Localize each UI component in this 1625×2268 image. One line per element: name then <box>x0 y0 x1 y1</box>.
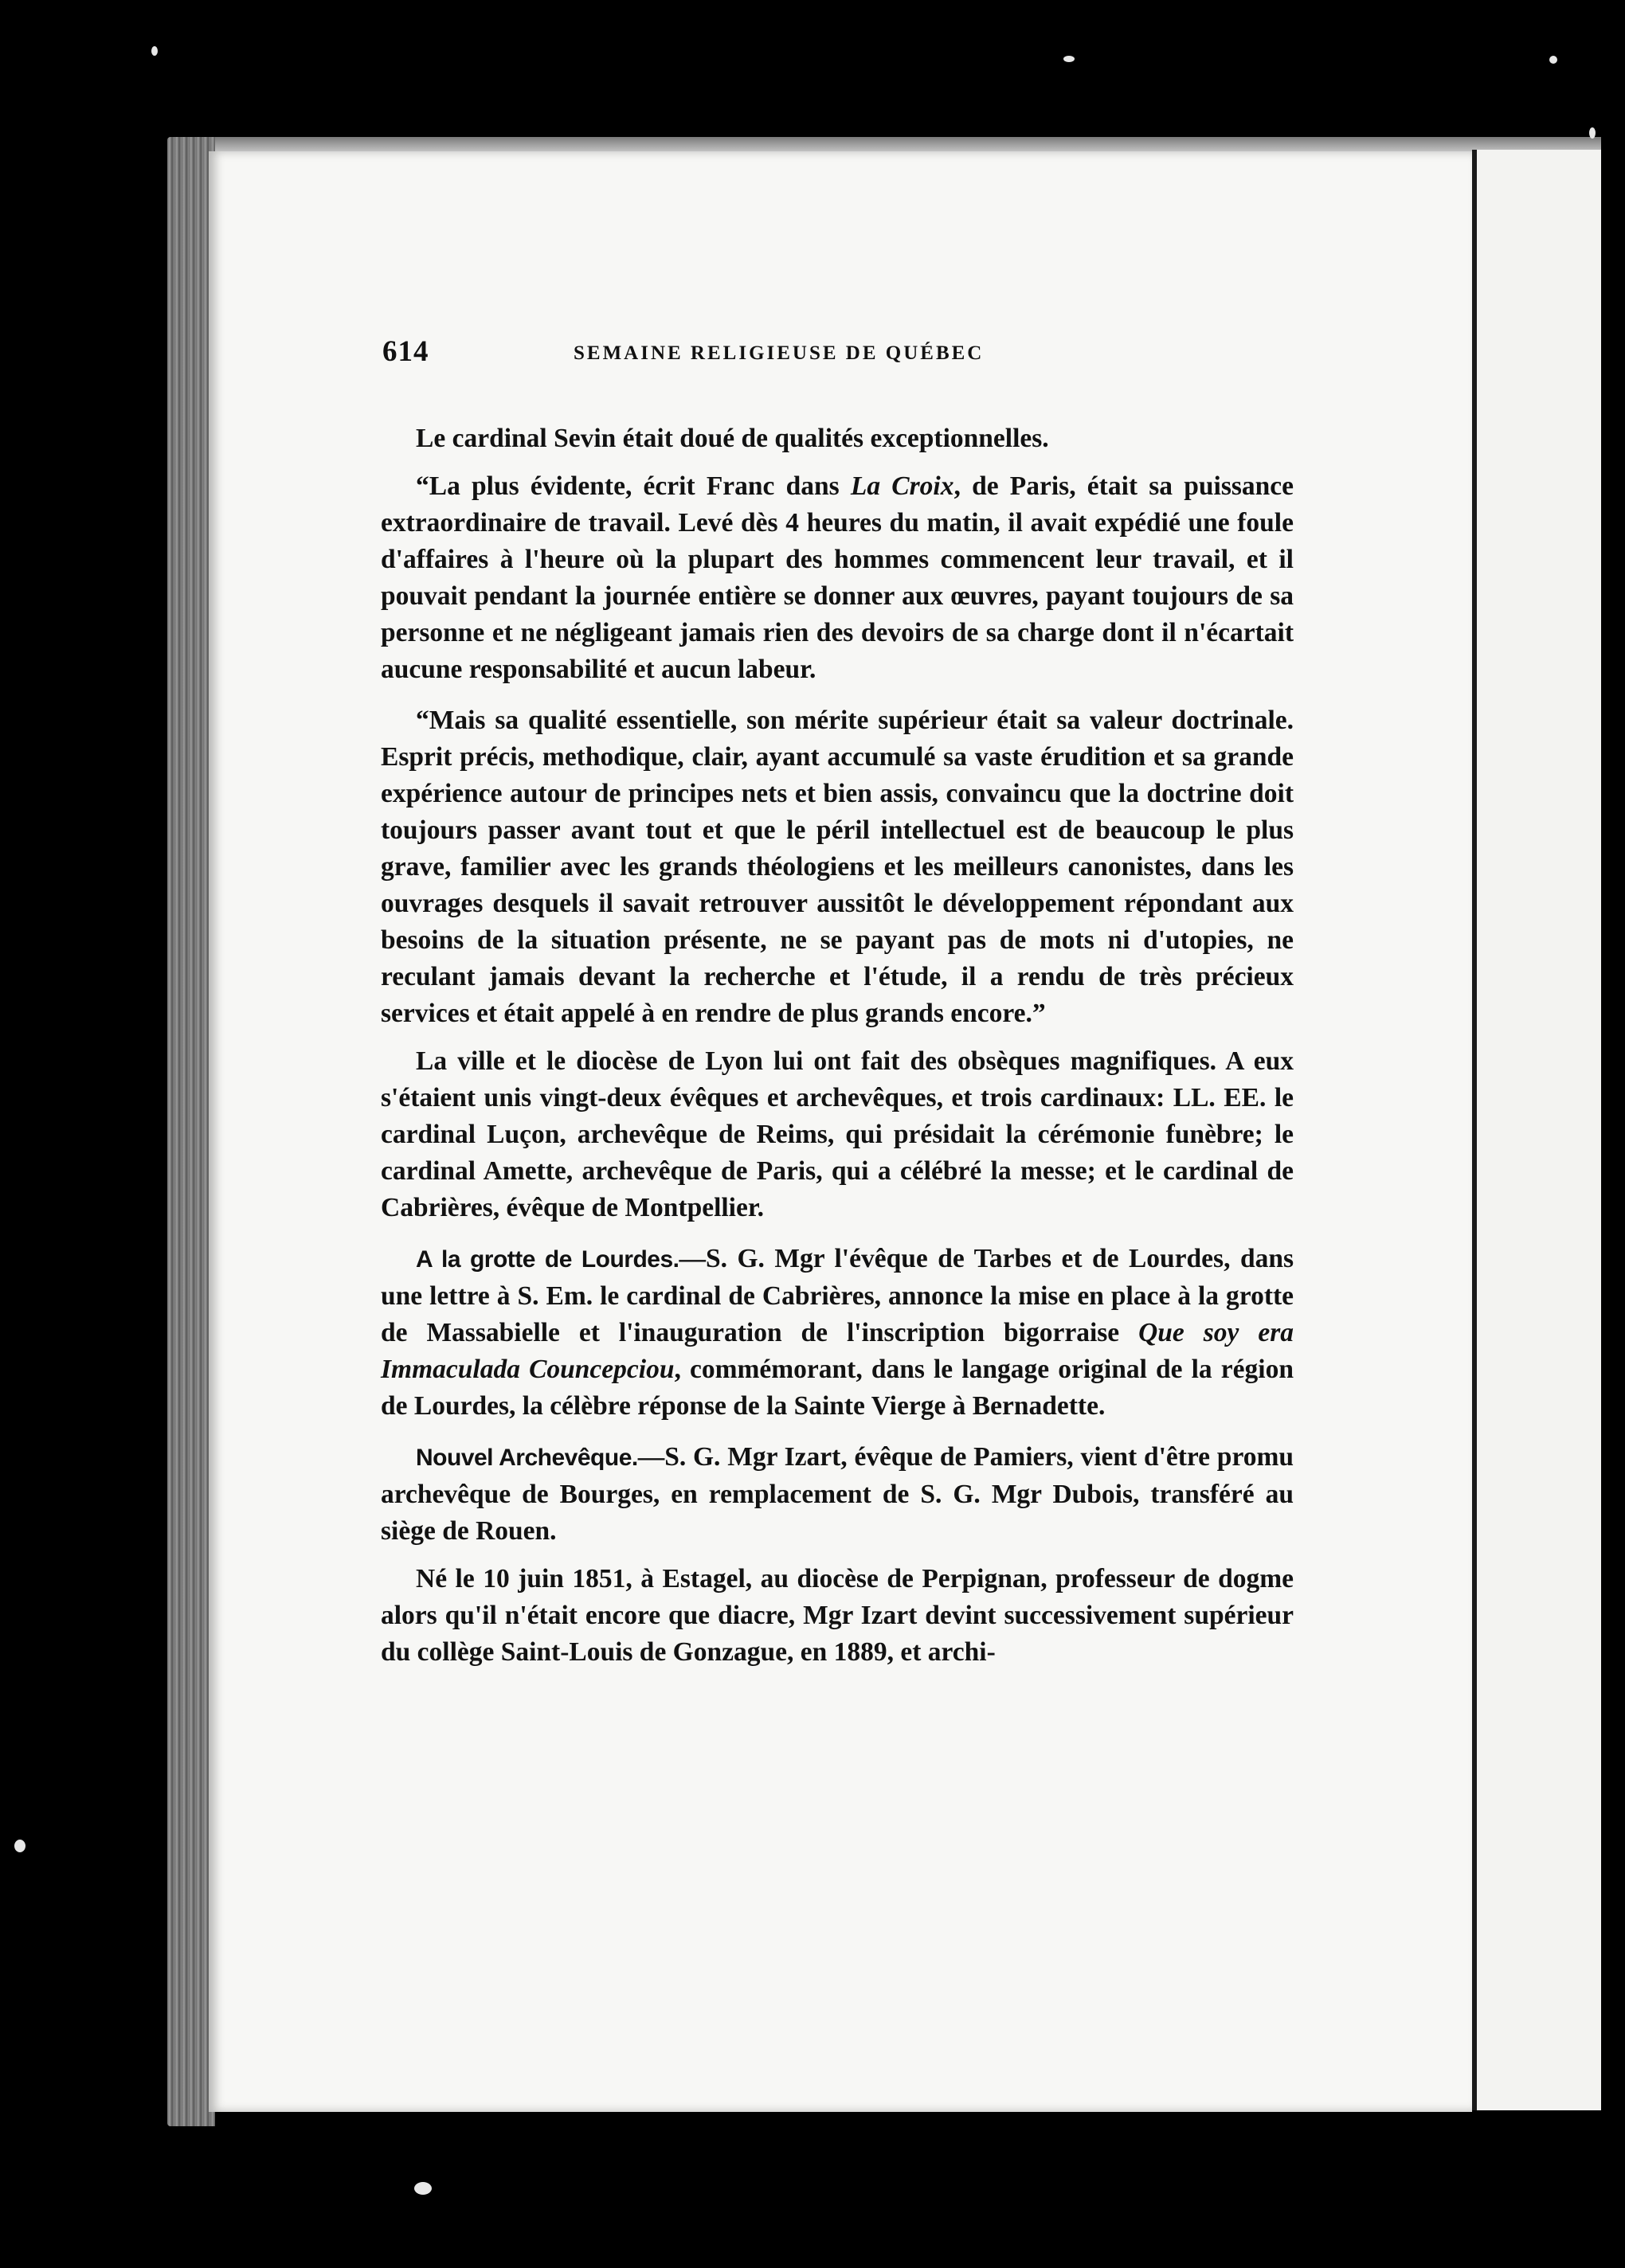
paragraph <box>381 1043 1294 1226</box>
page-stack-side-edge <box>167 137 215 2126</box>
dust-speck <box>1063 56 1075 62</box>
dust-speck <box>414 2182 432 2195</box>
article-body <box>381 420 1294 1682</box>
running-head: SEMAINE RELIGIEUSE DE QUÉBEC <box>574 342 985 364</box>
paragraph-text: —S. G. Mgr l'évêque de Tarbes et de Lourdes, dans une lettre à S. Em. le cardinal de Cabrières, annonce la mise en place à la grotte de Massabielle et l'inauguration de l'inscription bigorraise <box>381 1244 1294 1347</box>
paragraph-text: , commémorant, dans le langage original de la région de Lourdes, la célèbre réponse de la Sainte Vierge à Bernadette. <box>381 1355 1294 1421</box>
paragraph <box>381 1561 1294 1671</box>
dust-speck <box>1589 127 1596 139</box>
paragraph <box>381 1241 1294 1425</box>
paragraph <box>381 468 1294 688</box>
paragraph-text: Né le 10 juin 1851, à Estagel, au diocèse de Perpignan, professeur de dogme alors qu'il n'était encore que diacre, Mgr Izart devint successivement supérieur du collège Saint-Louis de Gonzague, en 1889, et archi- <box>381 1564 1294 1667</box>
paragraph <box>381 702 1294 1032</box>
paragraph <box>381 1439 1294 1550</box>
page-number: 614 <box>382 335 429 368</box>
inscription-text: Que soy era Immaculada Councepciou <box>381 1318 1294 1384</box>
paragraph <box>381 420 1294 457</box>
dust-speck <box>151 46 158 56</box>
dust-speck <box>1549 56 1557 64</box>
publication-title: La Croix <box>850 471 954 501</box>
paragraph-text: —S. G. Mgr Izart, évêque de Pamiers, vient d'être promu archevêque de Bourges, en remplacement de S. G. Mgr Dubois, transféré au siège de Rouen. <box>381 1442 1294 1546</box>
page-header <box>382 334 1083 382</box>
paragraph-text: La ville et le diocèse de Lyon lui ont fait des obsèques magnifiques. A eux s'étaient unis vingt-deux évêques et archevêques, et trois cardinaux: LL. EE. le cardinal Luçon, archevêque de Reims, qui présidait la cérémonie funèbre; le cardinal Amette, archevêque de Paris, qui a célébré la messe; et le cardinal de Cabrières, évêque de Montpellier. <box>381 1046 1294 1222</box>
paragraph-text: Le cardinal Sevin était doué de qualités exceptionnelles. <box>416 424 1049 453</box>
paragraph-text: , de Paris, était sa puissance extraordinaire de travail. Levé dès 4 heures du matin, il avait expédié une foule d'affaires à l'heure où la plupart des hommes commencent leur travail, et il pouvait pendant la journée entière se donner aux œuvres, payant toujours de sa personne et ne négligeant jamais rien des devoirs de sa charge dont il n'écartait aucune responsabilité et aucun labeur. <box>381 471 1294 684</box>
paragraph-text: “Mais sa qualité essentielle, son mérite supérieur était sa valeur doctrinale. Esprit précis, methodique, clair, ayant accumulé sa vaste érudition et sa grande expérience autour de principes nets et bien assis, convaincu que la doctrine doit toujours passer avant tout et que le péril intellectuel est de beaucoup le plus grave, familier avec les grands théologiens et les meilleurs canonistes, dans les ouvrages desquels il savait retrouver aussitôt le développement répondant aux besoins de la situation présente, ne se payant pas de mots ni d'utopies, ne reculant jamais devant la recherche et l'étude, il a rendu de très précieux services et était appelé à en rendre de plus grands encore.” <box>381 706 1294 1028</box>
section-heading: A la grotte de Lourdes. <box>416 1246 679 1273</box>
paragraph-text: “La plus évidente, écrit Franc dans <box>416 471 851 501</box>
facing-page-edge <box>1472 150 1601 2110</box>
page-stack-top-edge <box>183 137 1601 153</box>
section-heading: Nouvel Archevêque. <box>416 1445 638 1471</box>
dust-speck <box>14 1840 25 1852</box>
